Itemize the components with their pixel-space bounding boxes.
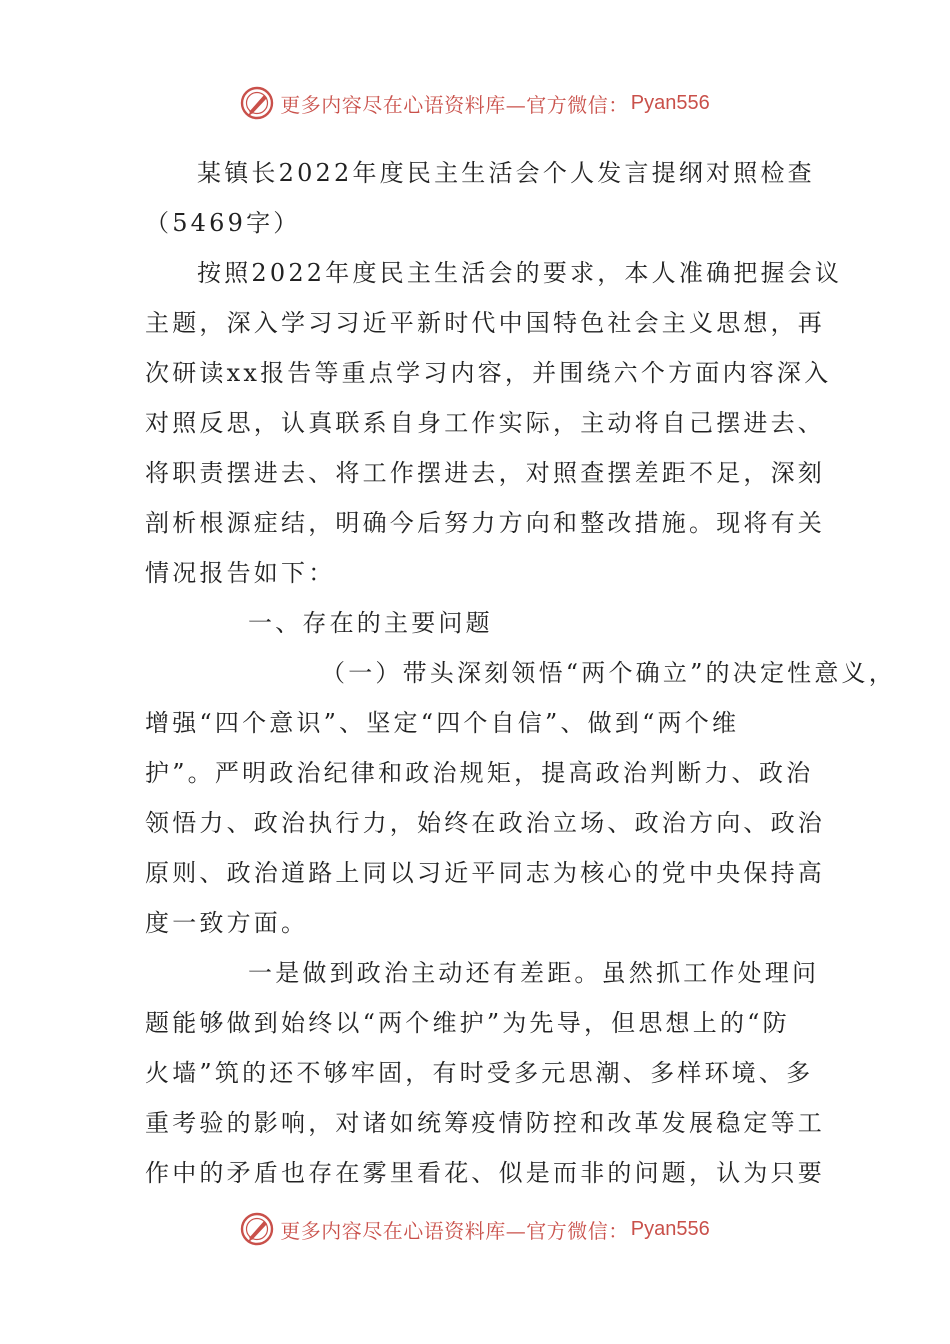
- doc-line: 将职责摆进去、将工作摆进去，对照查摆差距不足，深刻: [145, 459, 825, 487]
- doc-line: 一是做到政治主动还有差距。虽然抓工作处理问: [248, 959, 820, 987]
- banner-text: 更多内容尽在心语资料库—官方微信：: [280, 1218, 629, 1243]
- subsection-heading: （一）带头深刻领悟“两个确立”的决定性意义，: [321, 659, 896, 687]
- doc-line: 增强“四个意识”、坚定“四个自信”、做到“两个维: [145, 709, 740, 737]
- banner-wechat-id: Pyan556: [630, 1217, 710, 1240]
- doc-line: 剖析根源症结，明确今后努力方向和整改措施。现将有关: [145, 509, 825, 537]
- footer-watermark-banner: [0, 1209, 950, 1249]
- banner-wechat-id: Pyan556: [630, 91, 710, 114]
- doc-line: 重考验的影响，对诸如统筹疫情防控和改革发展稳定等工: [145, 1109, 825, 1137]
- doc-line: 原则、政治道路上同以习近平同志为核心的党中央保持高: [145, 859, 825, 887]
- doc-line: 按照2022年度民主生活会的要求，本人准确把握会议: [197, 259, 843, 287]
- doc-line: 题能够做到始终以“两个维护”为先导，但思想上的“防: [145, 1009, 790, 1037]
- doc-line: 领悟力、政治执行力，始终在政治立场、政治方向、政治: [145, 809, 825, 837]
- header-watermark-banner: [0, 83, 950, 123]
- doc-line: 火墙”筑的还不够牢固，有时受多元思潮、多样环境、多: [145, 1059, 814, 1087]
- doc-title-line-1: 某镇长2022年度民主生活会个人发言提纲对照检查: [197, 159, 815, 187]
- doc-line: 情况报告如下：: [145, 559, 336, 587]
- doc-title-line-2: （5469字）: [145, 209, 301, 237]
- banner-text: 更多内容尽在心语资料库—官方微信：: [280, 92, 629, 117]
- doc-line: 对照反思，认真联系自身工作实际，主动将自己摆进去、: [145, 409, 825, 437]
- quill-seal-logo-icon: [240, 1212, 274, 1246]
- doc-line: 护”。严明政治纪律和政治规矩，提高政治判断力、政治: [145, 759, 814, 787]
- section-heading: 一、存在的主要问题: [248, 609, 493, 637]
- doc-line: 作中的矛盾也存在雾里看花、似是而非的问题，认为只要: [145, 1159, 825, 1187]
- doc-line: 主题，深入学习习近平新时代中国特色社会主义思想，再: [145, 309, 825, 337]
- doc-line: 度一致方面。: [145, 909, 309, 937]
- doc-line: 次研读xx报告等重点学习内容，并围绕六个方面内容深入: [145, 359, 832, 387]
- document-body: [145, 148, 896, 1198]
- quill-seal-logo-icon: [240, 86, 274, 120]
